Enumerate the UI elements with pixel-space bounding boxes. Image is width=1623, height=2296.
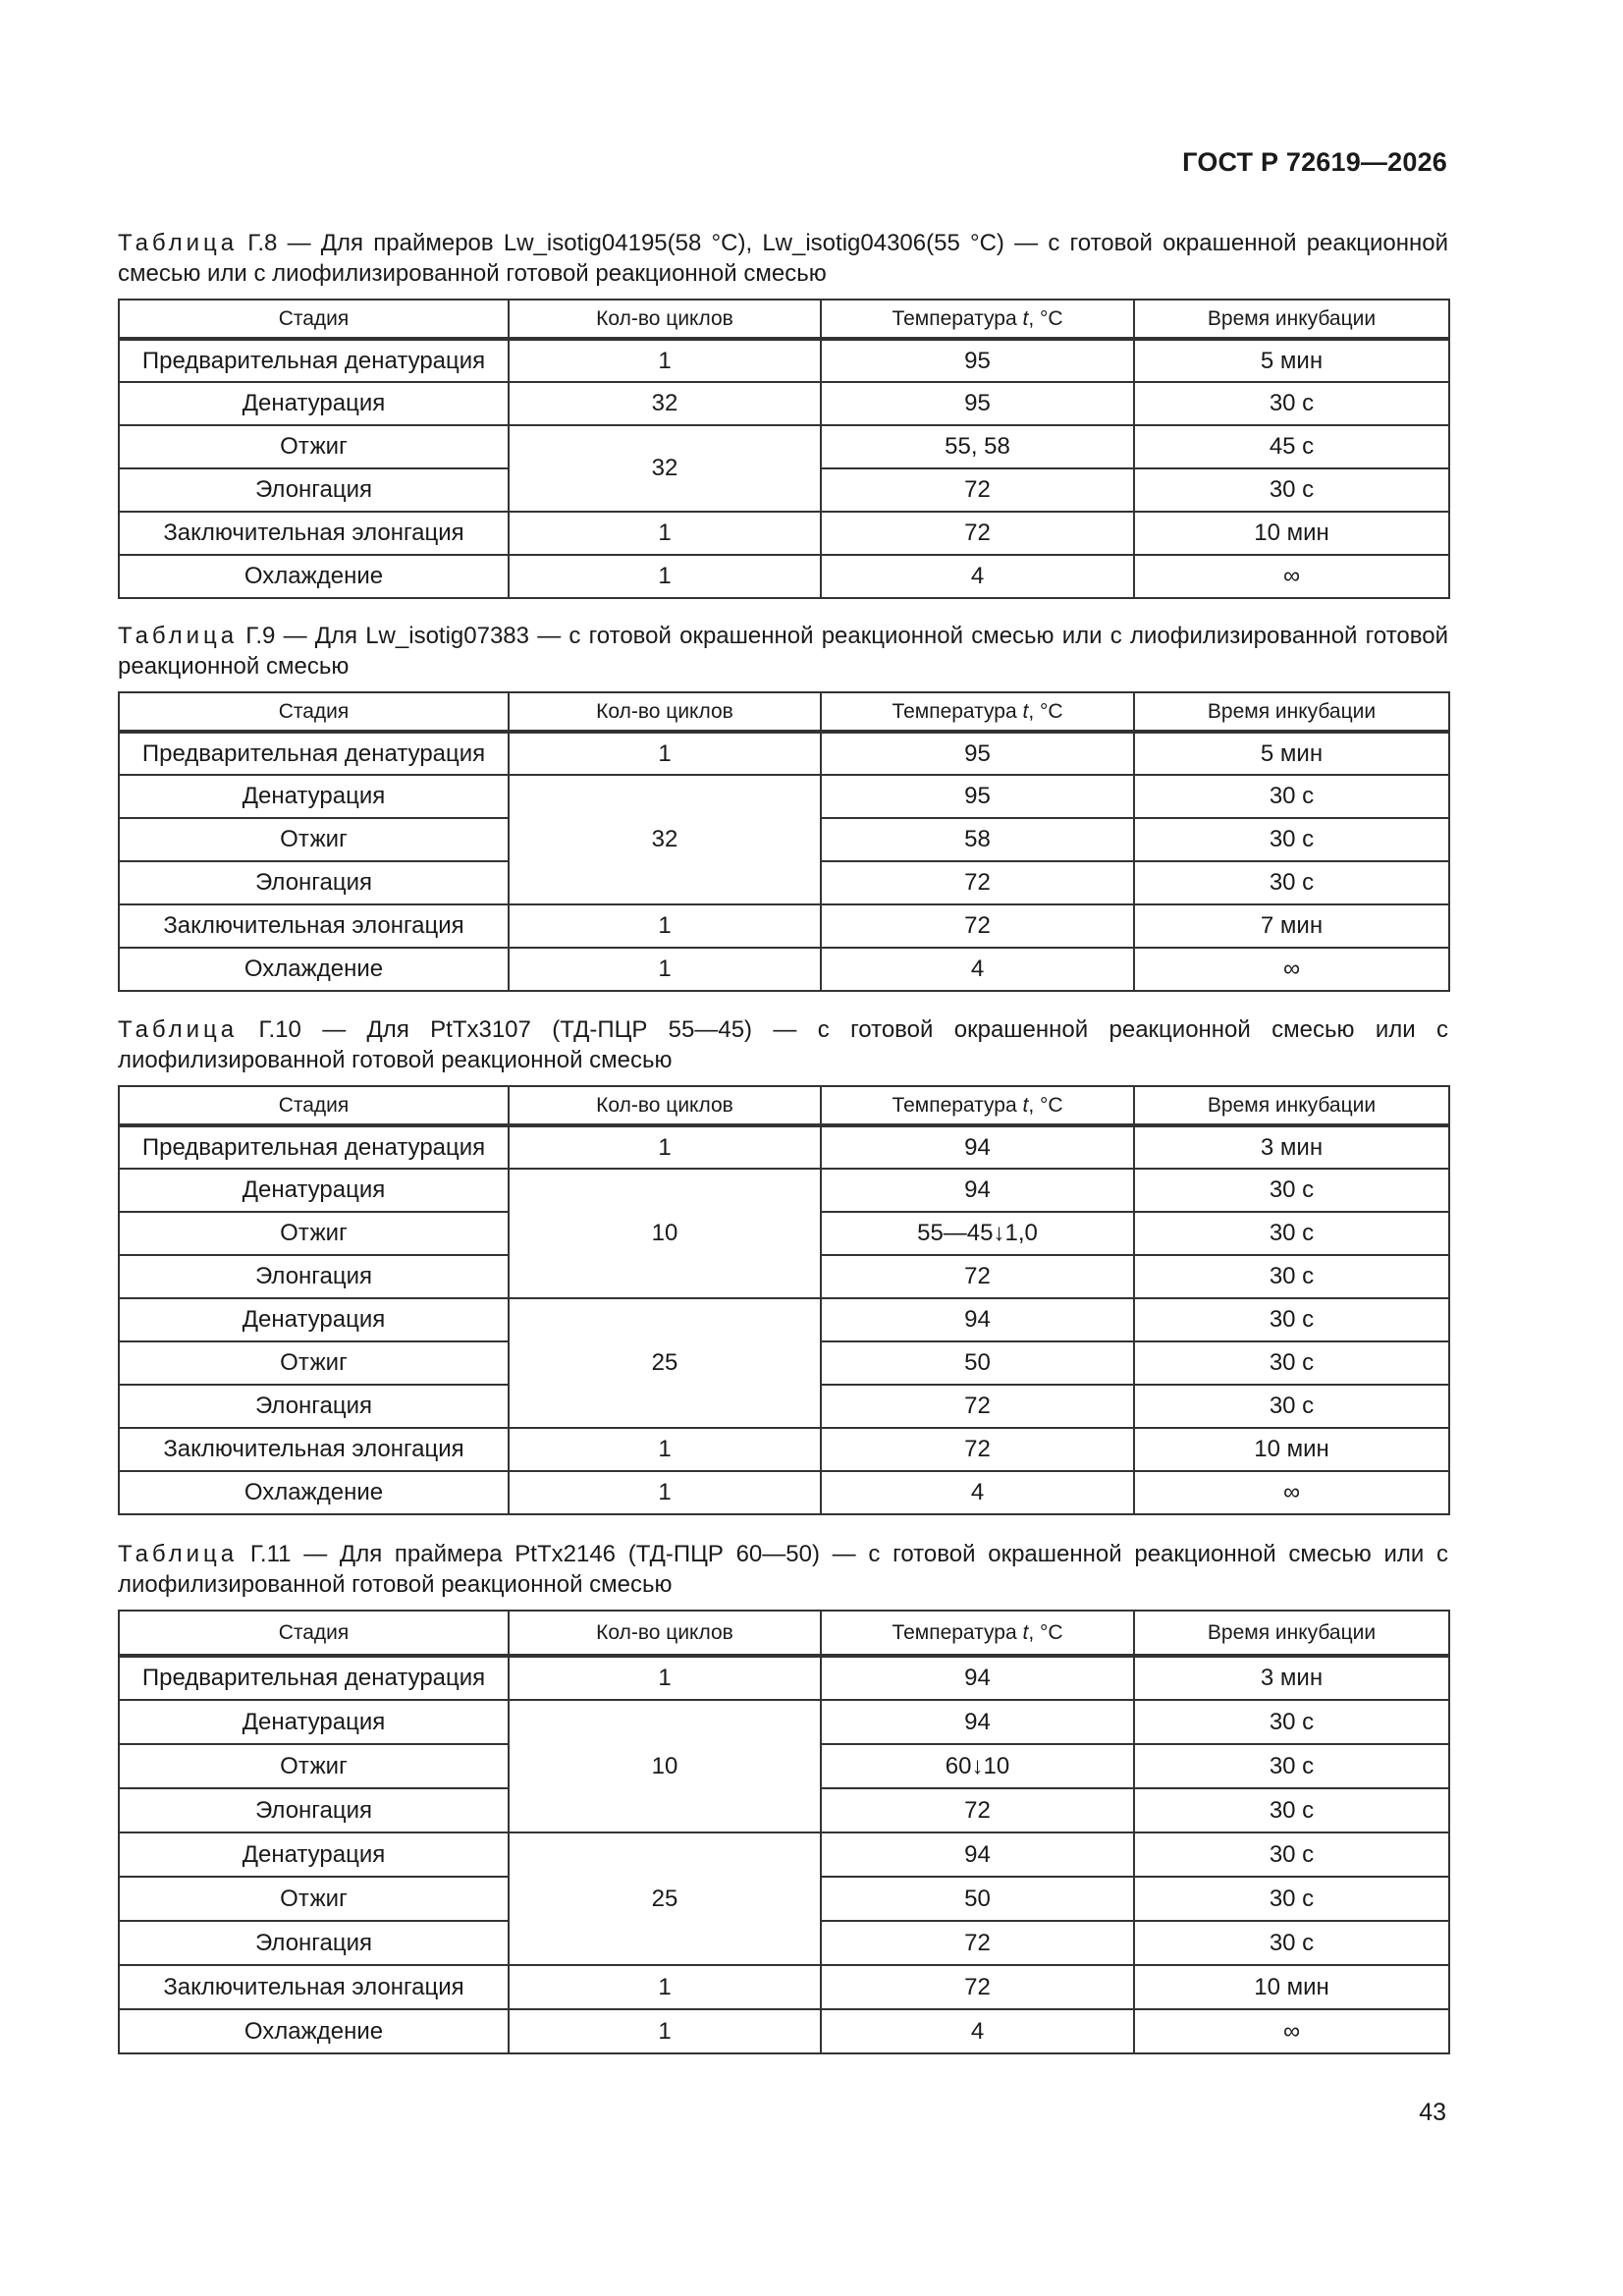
cell-cycles: 32 — [509, 382, 821, 425]
cell-time: 3 мин — [1134, 1125, 1449, 1169]
cell-stage: Предварительная денатурация — [119, 732, 509, 775]
column-header-cycles: Кол-во циклов — [509, 1086, 821, 1125]
column-header-time: Время инкубации — [1134, 692, 1449, 732]
table-row — [119, 732, 1449, 775]
cell-cycles: 1 — [509, 512, 821, 555]
column-header-stage: Стадия — [119, 300, 509, 339]
table-row — [119, 1428, 1449, 1471]
temperature-label: Температура — [892, 1620, 1023, 1644]
column-header-cycles: Кол-во циклов — [509, 1611, 821, 1656]
table-block-g11 — [118, 1539, 1448, 2054]
cell-temp: 55, 58 — [821, 425, 1134, 468]
cell-cycles: 1 — [509, 1965, 821, 2009]
cell-temp: 95 — [821, 339, 1134, 382]
cell-temp: 72 — [821, 1255, 1134, 1298]
cell-time: 7 мин — [1134, 904, 1449, 948]
cell-stage: Денатурация — [119, 382, 509, 425]
cell-time: 5 мин — [1134, 339, 1449, 382]
caption-word: Таблица — [118, 1016, 239, 1043]
page-number: 43 — [1419, 2099, 1446, 2126]
table-row — [119, 1169, 1449, 1212]
cell-stage: Охлаждение — [119, 555, 509, 598]
cell-cycles: 25 — [509, 1832, 821, 1965]
cell-stage: Охлаждение — [119, 948, 509, 991]
cell-stage: Денатурация — [119, 1832, 509, 1877]
cell-time: 30 с — [1134, 1169, 1449, 1212]
temperature-unit: , °С — [1028, 306, 1063, 330]
table-block-g10 — [118, 1014, 1448, 1515]
cell-cycles: 1 — [509, 555, 821, 598]
cell-temp: 95 — [821, 382, 1134, 425]
table-caption — [118, 1014, 1448, 1075]
cell-cycles: 1 — [509, 2009, 821, 2053]
cell-stage: Предварительная денатурация — [119, 1125, 509, 1169]
cell-time: 45 с — [1134, 425, 1449, 468]
table-block-g8 — [118, 228, 1448, 599]
cell-temp: 4 — [821, 555, 1134, 598]
cell-temp: 58 — [821, 818, 1134, 861]
cell-temp: 72 — [821, 1788, 1134, 1832]
table-row — [119, 425, 1449, 468]
temperature-variable: t — [1022, 699, 1029, 723]
cell-temp: 4 — [821, 2009, 1134, 2053]
cell-stage: Денатурация — [119, 1298, 509, 1341]
cell-time: 5 мин — [1134, 732, 1449, 775]
table-row — [119, 1832, 1449, 1877]
column-header-time: Время инкубации — [1134, 1086, 1449, 1125]
cell-temp: 50 — [821, 1877, 1134, 1921]
caption-word: Таблица — [118, 1541, 239, 1567]
column-header-time: Время инкубации — [1134, 1611, 1449, 1656]
cell-temp: 72 — [821, 1965, 1134, 2009]
column-header-stage: Стадия — [119, 692, 509, 732]
table-caption — [118, 621, 1448, 682]
table-row — [119, 948, 1449, 991]
cell-stage: Отжиг — [119, 1744, 509, 1788]
cell-time: 30 с — [1134, 1921, 1449, 1965]
cell-time: 30 с — [1134, 1385, 1449, 1428]
table-row — [119, 1125, 1449, 1169]
temperature-unit: , °С — [1028, 1093, 1063, 1117]
cell-cycles: 1 — [509, 1428, 821, 1471]
cell-temp: 94 — [821, 1832, 1134, 1877]
table-row — [119, 1656, 1449, 1700]
table-header-row — [119, 300, 1449, 339]
table-caption — [118, 228, 1448, 289]
table-row — [119, 904, 1449, 948]
table-caption — [118, 1539, 1448, 1600]
temperature-unit: , °С — [1028, 699, 1063, 723]
cell-time: 30 с — [1134, 1744, 1449, 1788]
table-row — [119, 512, 1449, 555]
column-header-temperature — [821, 692, 1134, 732]
table-row — [119, 1298, 1449, 1341]
cell-temp: 94 — [821, 1700, 1134, 1744]
cell-cycles: 10 — [509, 1169, 821, 1298]
cell-stage: Элонгация — [119, 1788, 509, 1832]
cell-stage: Отжиг — [119, 1341, 509, 1385]
cell-stage: Денатурация — [119, 775, 509, 818]
table-row — [119, 775, 1449, 818]
cell-stage: Заключительная элонгация — [119, 904, 509, 948]
caption-title: Г.8 — Для праймеров Lw_isotig04195(58 °С), Lw_isotig04306(55 °С) — с готовой окрашенной реакционной смесью или с лиофилизированной готовой реакционной смесью — [118, 230, 1448, 287]
cell-stage: Элонгация — [119, 861, 509, 904]
table-g11 — [118, 1610, 1450, 2054]
cell-time: 30 с — [1134, 1255, 1449, 1298]
cell-temp: 95 — [821, 732, 1134, 775]
cell-temp: 72 — [821, 1428, 1134, 1471]
cell-cycles: 1 — [509, 339, 821, 382]
cell-temp: 72 — [821, 468, 1134, 512]
table-header-row — [119, 1086, 1449, 1125]
cell-temp: 72 — [821, 861, 1134, 904]
cell-cycles: 10 — [509, 1700, 821, 1832]
table-g9 — [118, 691, 1450, 992]
column-header-stage: Стадия — [119, 1611, 509, 1656]
cell-stage: Отжиг — [119, 425, 509, 468]
temperature-variable: t — [1022, 1093, 1029, 1117]
column-header-cycles: Кол-во циклов — [509, 300, 821, 339]
cell-stage: Охлаждение — [119, 2009, 509, 2053]
cell-time: 30 с — [1134, 1341, 1449, 1385]
cell-temp: 50 — [821, 1341, 1134, 1385]
cell-temp: 72 — [821, 904, 1134, 948]
cell-cycles: 32 — [509, 425, 821, 512]
column-header-temperature — [821, 1611, 1134, 1656]
cell-stage: Элонгация — [119, 1385, 509, 1428]
table-header-row — [119, 692, 1449, 732]
cell-temp: 94 — [821, 1656, 1134, 1700]
table-row — [119, 339, 1449, 382]
temperature-label: Температура — [892, 306, 1023, 330]
column-header-cycles: Кол-во циклов — [509, 692, 821, 732]
cell-temp: 94 — [821, 1298, 1134, 1341]
cell-time: ∞ — [1134, 2009, 1449, 2053]
cell-temp: 4 — [821, 948, 1134, 991]
caption-title: Г.11 — Для праймера PtTx2146 (ТД-ПЦР 60—50) — с готовой окрашенной реакционной смесью или с лиофилизированной готовой реакционной смесью — [118, 1541, 1448, 1598]
temperature-label: Температура — [892, 699, 1023, 723]
table-row — [119, 1965, 1449, 2009]
cell-time: ∞ — [1134, 948, 1449, 991]
cell-stage: Отжиг — [119, 818, 509, 861]
cell-time: 30 с — [1134, 1788, 1449, 1832]
cell-temp: 72 — [821, 512, 1134, 555]
table-row — [119, 1471, 1449, 1514]
column-header-stage: Стадия — [119, 1086, 509, 1125]
cell-cycles: 32 — [509, 775, 821, 904]
table-g8 — [118, 299, 1450, 599]
caption-title: Г.9 — Для Lw_isotig07383 — с готовой окрашенной реакционной смесью или с лиофилизированной готовой реакционной смесью — [118, 623, 1448, 680]
cell-temp: 94 — [821, 1169, 1134, 1212]
table-row — [119, 382, 1449, 425]
cell-stage: Отжиг — [119, 1877, 509, 1921]
cell-stage: Элонгация — [119, 1255, 509, 1298]
cell-temp: 95 — [821, 775, 1134, 818]
caption-word: Таблица — [118, 230, 239, 256]
column-header-temperature — [821, 1086, 1134, 1125]
cell-stage: Элонгация — [119, 468, 509, 512]
cell-stage: Элонгация — [119, 1921, 509, 1965]
document-code: ГОСТ Р 72619—2026 — [1182, 147, 1447, 177]
cell-stage: Предварительная денатурация — [119, 1656, 509, 1700]
cell-cycles: 1 — [509, 732, 821, 775]
cell-stage: Предварительная денатурация — [119, 339, 509, 382]
cell-cycles: 1 — [509, 1656, 821, 1700]
cell-time: 30 с — [1134, 468, 1449, 512]
cell-time: 10 мин — [1134, 512, 1449, 555]
cell-stage: Заключительная элонгация — [119, 1965, 509, 2009]
cell-cycles: 25 — [509, 1298, 821, 1428]
cell-temp: 55—45↓1,0 — [821, 1212, 1134, 1255]
cell-time: 10 мин — [1134, 1965, 1449, 2009]
cell-temp: 60↓10 — [821, 1744, 1134, 1788]
cell-stage: Заключительная элонгация — [119, 512, 509, 555]
cell-time: 30 с — [1134, 1212, 1449, 1255]
table-row — [119, 555, 1449, 598]
cell-stage: Заключительная элонгация — [119, 1428, 509, 1471]
cell-stage: Денатурация — [119, 1700, 509, 1744]
cell-time: 30 с — [1134, 1298, 1449, 1341]
cell-time: 30 с — [1134, 1877, 1449, 1921]
temperature-unit: , °С — [1028, 1620, 1063, 1644]
cell-time: 30 с — [1134, 775, 1449, 818]
column-header-temperature — [821, 300, 1134, 339]
column-header-time: Время инкубации — [1134, 300, 1449, 339]
cell-cycles: 1 — [509, 1125, 821, 1169]
cell-cycles: 1 — [509, 1471, 821, 1514]
table-row — [119, 2009, 1449, 2053]
temperature-variable: t — [1022, 1620, 1029, 1644]
cell-time: ∞ — [1134, 1471, 1449, 1514]
cell-time: 30 с — [1134, 1700, 1449, 1744]
cell-temp: 4 — [821, 1471, 1134, 1514]
table-block-g9 — [118, 621, 1448, 992]
cell-stage: Отжиг — [119, 1212, 509, 1255]
temperature-label: Температура — [892, 1093, 1023, 1117]
table-g10 — [118, 1085, 1450, 1515]
caption-word: Таблица — [118, 623, 239, 649]
cell-cycles: 1 — [509, 904, 821, 948]
cell-time: 30 с — [1134, 861, 1449, 904]
table-row — [119, 1700, 1449, 1744]
cell-temp: 94 — [821, 1125, 1134, 1169]
cell-temp: 72 — [821, 1385, 1134, 1428]
cell-stage: Денатурация — [119, 1169, 509, 1212]
cell-time: 10 мин — [1134, 1428, 1449, 1471]
cell-time: 30 с — [1134, 1832, 1449, 1877]
table-header-row — [119, 1611, 1449, 1656]
cell-temp: 72 — [821, 1921, 1134, 1965]
cell-time: 30 с — [1134, 382, 1449, 425]
temperature-variable: t — [1022, 306, 1029, 330]
caption-title: Г.10 — Для PtTx3107 (ТД-ПЦР 55—45) — с готовой окрашенной реакционной смесью или с лиофилизированной готовой реакционной смесью — [118, 1016, 1448, 1073]
cell-time: 30 с — [1134, 818, 1449, 861]
cell-stage: Охлаждение — [119, 1471, 509, 1514]
cell-cycles: 1 — [509, 948, 821, 991]
cell-time: 3 мин — [1134, 1656, 1449, 1700]
cell-time: ∞ — [1134, 555, 1449, 598]
